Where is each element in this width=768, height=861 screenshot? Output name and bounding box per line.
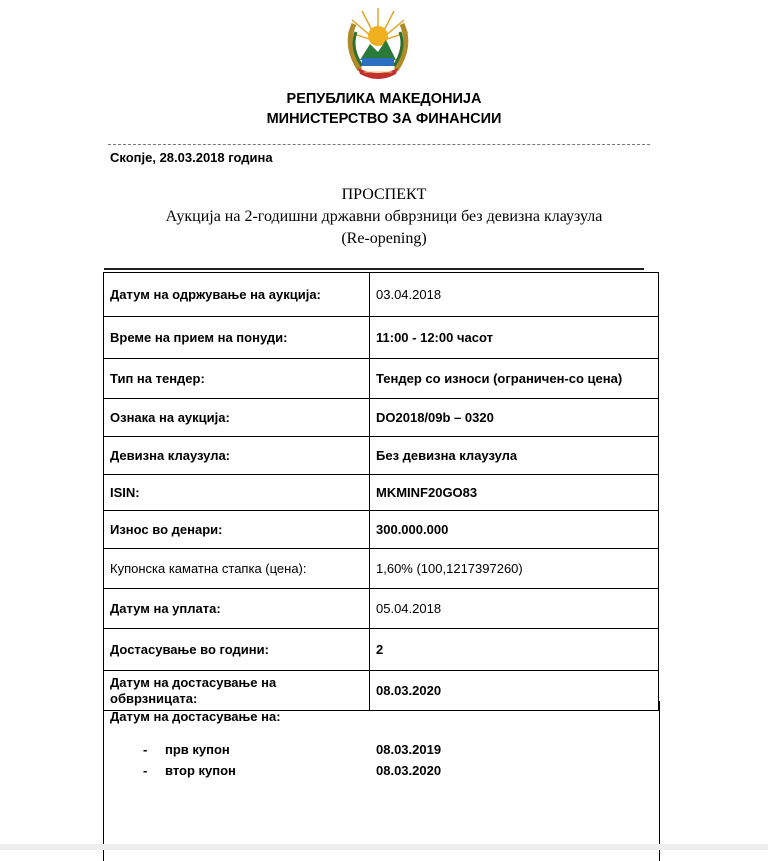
bullet: - [143, 763, 148, 778]
row-value: DO2018/09b – 0320 [370, 399, 659, 437]
place-date: Скопје, 28.03.2018 година [110, 150, 273, 165]
table-row [104, 629, 659, 671]
row-label: Датум на уплата: [104, 589, 370, 629]
table-row [104, 475, 659, 511]
row-value: Без девизна клаузула [370, 437, 659, 475]
row-value: 300.000.000 [370, 511, 659, 549]
table-row [104, 317, 659, 359]
coupon-date: 08.03.2020 [376, 763, 442, 778]
row-value: MKMINF20GO83 [370, 475, 659, 511]
row-value: 2 [370, 629, 659, 671]
ministry-name: МИНИСТЕРСТВО ЗА ФИНАНСИИ [266, 111, 502, 127]
coupon-name: втор купон [165, 763, 236, 778]
coupon-item [143, 742, 230, 757]
row-label: Датум на достасување на обврзницата: [104, 671, 370, 711]
coupon-item [143, 763, 236, 778]
row-label: ISIN: [104, 475, 370, 511]
row-value: 05.04.2018 [370, 589, 659, 629]
table-row [104, 273, 659, 317]
table-row [104, 399, 659, 437]
row-value: 1,60% (100,1217397260) [370, 549, 659, 589]
row-value: Тендер со износи (ограничен-со цена) [370, 359, 659, 399]
page-bottom-edge [0, 844, 768, 850]
auction-details-table [103, 272, 659, 711]
table-row [104, 549, 659, 589]
document-subtitle: Аукција на 2-годишни државни обврзници без девизна клаузула [165, 208, 603, 225]
row-label: Достасување во години: [104, 629, 370, 671]
table-row [104, 589, 659, 629]
row-value: 03.04.2018 [370, 273, 659, 317]
row-value: 11:00 - 12:00 часот [370, 317, 659, 359]
coupon-date: 08.03.2019 [376, 742, 442, 757]
document-title: ПРОСПЕКТ [341, 186, 427, 203]
coupon-name: прв купон [165, 742, 230, 757]
table-top-rule [104, 268, 644, 270]
row-label: Износ во денари: [104, 511, 370, 549]
document-subtitle-note: (Re-opening) [341, 230, 427, 247]
row-label: Тип на тендер: [104, 359, 370, 399]
row-label: Време на прием на понуди: [104, 317, 370, 359]
row-label: Девизна клаузула: [104, 437, 370, 475]
bullet: - [143, 742, 148, 757]
header-divider [108, 144, 650, 145]
row-label: Ознака на аукција: [104, 399, 370, 437]
row-label: Датум на одржување на аукција: [104, 273, 370, 317]
table-row [104, 511, 659, 549]
row-label: Купонска каматна стапка (цена): [104, 549, 370, 589]
country-name: РЕПУБЛИКА МАКЕДОНИЈА [286, 91, 482, 107]
coat-of-arms-icon [340, 2, 416, 84]
table-row [104, 359, 659, 399]
row-value: 08.03.2020 [370, 671, 659, 711]
maturity-cell [103, 701, 660, 861]
table-row [104, 437, 659, 475]
maturity-label: Датум на достасување на: [110, 709, 281, 724]
